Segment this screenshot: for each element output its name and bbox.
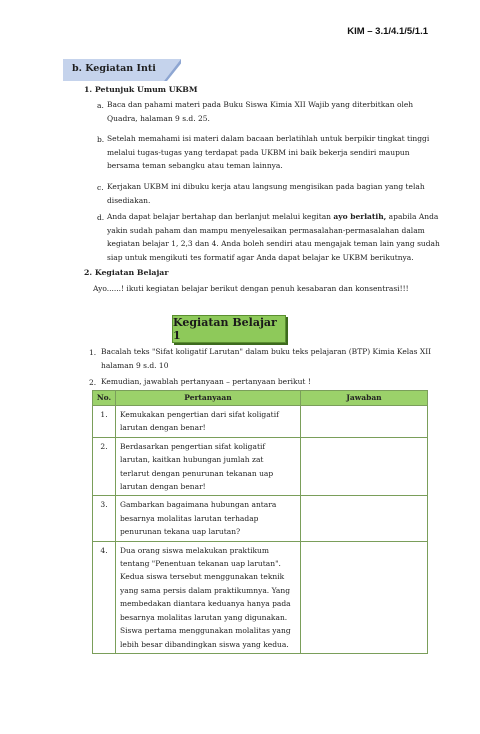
section-title: b. Kegiatan Inti [72, 63, 156, 74]
header-jawaban: Jawaban [301, 391, 428, 406]
table-row [93, 541, 428, 653]
petunjuk-item-b [107, 132, 430, 173]
step-2-text [101, 375, 431, 389]
text-line: Ayo......! ikuti kegiatan belajar berikut dengan penuh kesabaran dan konsentrasi!!! [93, 284, 409, 293]
text-line: besarnya molalitas larutan yang digunakan. [120, 612, 288, 622]
text-line: larutan dengan benar! [120, 482, 206, 492]
text-line: larutan dengan benar! [120, 423, 206, 433]
item-letter: b. [97, 135, 105, 144]
table-row [93, 496, 428, 541]
row-number: 1. [93, 406, 116, 438]
header-no: No. [93, 391, 116, 406]
text-line: Dua orang siswa melakukan praktikum [120, 545, 269, 555]
text-line: kegiatan belajar 1, 2,3 dan 4. Anda boleh sendiri atau mengajak teman lain yang sudah [107, 239, 440, 249]
text-line: melalui tugas-tugas yang terdapat pada UKBM ini baik bekerja sendiri maupun [107, 147, 410, 157]
text-line: Setelah memahami isi materi dalam bacaan berlatihlah untuk berpikir tingkat tinggi [107, 134, 430, 143]
petunjuk-item-d [107, 210, 440, 264]
text-line: besarnya molalitas larutan terhadap [120, 513, 259, 523]
petunjuk-item-a [107, 98, 425, 125]
question-cell [116, 406, 301, 438]
question-cell [116, 496, 301, 541]
text-line: Kedua siswa tersebut menggunakan teknik [120, 572, 285, 582]
step-1-text [101, 345, 431, 372]
petunjuk-heading: 1. Petunjuk Umum UKBM [84, 85, 198, 94]
text-line: Baca dan pahami materi pada Buku Siswa Kimia XII Wajib yang diterbitkan oleh [107, 100, 414, 109]
answer-cell[interactable] [301, 496, 428, 541]
text-line [107, 210, 439, 224]
text-segment: Anda dapat belajar bertahap dan berlanjut melalui kegitan [107, 212, 334, 221]
text-line: membedakan diantara keduanya hanya pada [120, 599, 291, 609]
bold-phrase: ayo berlatih, [333, 212, 387, 221]
question-table [92, 390, 428, 654]
text-line: Bacalah teks "Sifat koligatif Larutan" dalam buku teks pelajaran (BTP) Kimia Kelas XII [101, 347, 432, 356]
step-number: 1. [89, 348, 97, 357]
answer-cell[interactable] [301, 406, 428, 438]
answer-cell[interactable] [301, 437, 428, 496]
text-line: Siswa pertama menggunakan molalitas yang [120, 626, 291, 636]
table-row [93, 437, 428, 496]
question-cell [116, 541, 301, 653]
text-line: terlarut dengan penurunan tekanan uap [120, 468, 274, 478]
text-line: Kemudian, jawablah pertanyaan – pertanyaan berikut ! [101, 377, 311, 386]
document-code: KIM – 3.1/4.1/5/1.1 [347, 26, 428, 37]
table-header-row [93, 391, 428, 406]
text-line: disediakan. [107, 195, 151, 205]
row-number: 3. [93, 496, 116, 541]
text-line: tentang "Penentuan tekanan uap larutan". [120, 559, 281, 569]
text-line: Kemukakan pengertian dari sifat koligatif [120, 410, 279, 419]
question-cell [116, 437, 301, 496]
section-banner [63, 59, 181, 81]
kegiatan-heading: 2. Kegiatan Belajar [84, 268, 169, 277]
text-line: Berdasarkan pengertian sifat koligatif [120, 441, 266, 451]
step-number: 2. [89, 378, 97, 387]
kegiatan-intro [93, 282, 433, 296]
text-line: lebih besar dibandingkan siswa yang kedua. [120, 639, 289, 649]
text-line: halaman 9 s.d. 10 [101, 360, 169, 370]
answer-cell[interactable] [301, 541, 428, 653]
text-line: penurunan tekana uap larutan? [120, 527, 241, 537]
row-number: 4. [93, 541, 116, 653]
item-letter: c. [97, 183, 104, 192]
text-line: Quadra, halaman 9 s.d. 25. [107, 113, 210, 123]
text-line: yang sama persis dalam praktikumnya. Yang [120, 585, 291, 595]
header-pertanyaan: Pertanyaan [116, 391, 301, 406]
text-line: bersama teman sebangku atau teman lainnya. [107, 161, 283, 171]
text-line: larutan, kaitkan hubungan jumlah zat [120, 455, 264, 465]
petunjuk-item-c [107, 180, 425, 207]
row-number: 2. [93, 437, 116, 496]
text-segment: apabila Anda [386, 212, 439, 221]
item-letter: d. [97, 213, 105, 222]
table-row [93, 406, 428, 438]
item-letter: a. [97, 101, 104, 110]
kegiatan-belajar-title: Kegiatan Belajar 1 [172, 315, 286, 343]
text-line: Gambarkan bagaimana hubungan antara [120, 500, 277, 510]
text-line: yakin sudah paham dan mampu menyelesaikan permasalahan-permasalahan dalam [107, 225, 425, 235]
text-line: Kerjakan UKBM ini dibuku kerja atau langsung mengisikan pada bagian yang telah [107, 182, 425, 191]
text-line: siap untuk mengikuti tes formatif agar Anda dapat belajar ke UKBM berikutnya. [107, 252, 414, 262]
